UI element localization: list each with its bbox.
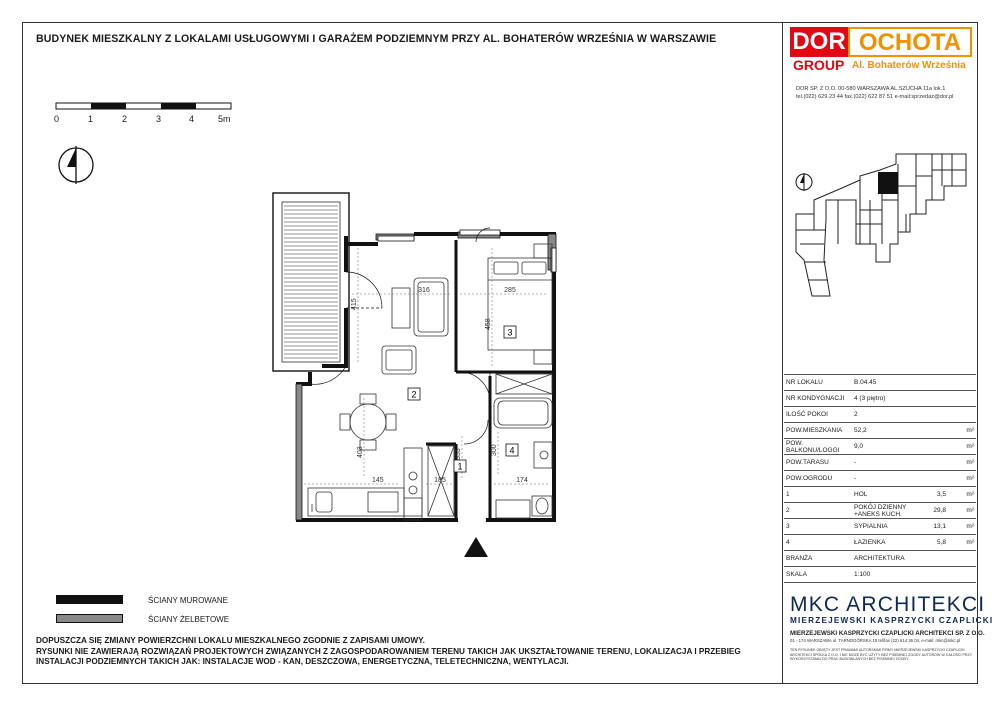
info-row-branch: BRANŻA ARCHITEKTURA — [784, 551, 976, 567]
room-row: 1 HOL 3,5 m² — [784, 487, 976, 503]
room-row: 2 POKÓJ DZIENNY +ANEKS KUCH. 29,8 m² — [786, 503, 974, 518]
room-3-length: 458 — [485, 318, 492, 330]
room-1-width: 185 — [434, 477, 446, 484]
room-row: 4 ŁAZIENKA 5,8 m² — [784, 535, 976, 551]
room-2-extra-width: 145 — [372, 477, 384, 484]
note-line: DOPUSZCZA SIĘ ZMIANY POWIERZCHNI LOKALU MIESZKALNEGO ZGODNIE Z ZAPISAMI UMOWY. — [36, 636, 425, 645]
svg-text:3: 3 — [507, 327, 513, 338]
scale-tick: 5m — [218, 114, 231, 124]
page-title: BUDYNEK MIESZKALNY Z LOKALAMI USŁUGOWYMI I GARAŻEM PODZIEMNYM PRZY AL. BOHATERÓW WRZEŚNIA W WARSZAWIE — [36, 33, 717, 45]
legend-masonry-label: ŚCIANY MUROWANE — [148, 596, 229, 605]
contact-phone: tel.(022) 629 23 44 fax.(022) 622 87 51 e-mail:sprzedaz@dor.pl — [796, 94, 954, 100]
ochota-logo: OCHOTA — [848, 27, 972, 57]
room-row: 3 SYPIALNIA 13,1 m² — [784, 519, 976, 535]
entrance-arrow-icon — [464, 537, 488, 557]
info-row-scale: SKALA 1:100 — [784, 567, 976, 583]
legend-concrete-swatch — [56, 614, 123, 623]
room-2-extra-length: 403 — [357, 446, 364, 458]
svg-text:1: 1 — [457, 461, 463, 472]
scale-tick: 0 — [54, 114, 60, 124]
room-3-width: 285 — [504, 287, 516, 294]
group-logo: GROUP — [793, 57, 845, 73]
architect-address: 01 - 174 WARSZAWA ul. TARNOGÓRSKA 15 tel/fax (22) 614 36 04, e-mail: mkc@mkc.pl — [790, 638, 961, 643]
architect-company: MIERZEJEWSKI KASPRZYCKI CZAPLICKI ARCHITEKCI SP. Z O.O. — [790, 630, 985, 637]
notes — [36, 636, 741, 668]
frame-divider — [782, 22, 783, 684]
room-1-length: 353 — [455, 448, 462, 460]
legend-concrete-label: ŚCIANY ŻELBETOWE — [148, 615, 230, 624]
architect-fine-print: TEN RYSUNEK OBJĘTY JEST PRAWAMI AUTORSKIMI FIRMY MIERZEJEWSKI KASPRZYCKI CZAPLICKI ARCHITEKCI SPÓŁKA Z O.O. I NIE MOŻE BYĆ UŻYTY BEZ PISEMNEJ ZGODY AUTORÓW W CAŁOŚCI PRZY WYKORZYSTANIU DO PRAC BUDOWLANYCH BEZ PISEMNEJ ZGODY. — [790, 648, 973, 662]
info-row-garden: POW.OGRODU - m² — [784, 471, 976, 487]
room-4-width: 174 — [516, 477, 528, 484]
doors — [310, 228, 490, 444]
north-arrow-icon — [56, 145, 96, 185]
architect-logo-subtitle: MIERZEJEWSKI KASPRZYCKI CZAPLICKI — [790, 616, 994, 625]
note-line: INSTALACJI PODZIEMNYCH TAKICH JAK: INSTALACJE WOD - KAN, DESZCZOWA, ENERGETYCZNA, TELETECHNICZNA, WENTYLACJI. — [36, 657, 569, 666]
room-number-3 — [504, 326, 516, 338]
logo-street: Al. Bohaterów Września — [852, 60, 966, 71]
scale-bar — [55, 100, 235, 114]
key-plan — [786, 140, 976, 300]
scale-tick: 2 — [122, 114, 128, 124]
unit-info-table — [784, 374, 976, 583]
info-row-floor: NR KONDYGNACJI 4 (3 piętro) — [784, 391, 976, 407]
info-row-balcony: POW. BALKONU/LOGGI 9,0 m² — [786, 439, 974, 454]
scale-tick: 1 — [88, 114, 94, 124]
room-4-length: 300 — [491, 444, 498, 456]
svg-text:4: 4 — [509, 445, 515, 456]
dor-logo: DOR — [790, 27, 848, 57]
legend-masonry-swatch — [56, 595, 123, 604]
key-plan-unit-highlight — [878, 172, 898, 194]
info-row-area: POW.MIESZKANIA 52,2 m² — [784, 423, 976, 439]
scale-tick: 3 — [156, 114, 162, 124]
note-line: RYSUNKI NIE ZAWIERAJĄ ROZWIĄZAŃ PROJEKTOWYCH ZWIĄZANYCH Z ZAGOSPODAROWANIEM TERENU TAKICH JAK UKSZTAŁTOWANIE TERENU, LOKALIZACJA I PRZEBIEG — [36, 646, 741, 656]
room-number-1 — [454, 460, 466, 472]
room-2-width: 316 — [418, 287, 430, 294]
contact-address: DOR SP. Z O.O. 00-580 WARSZAWA AL.SZUCHA 11a lok.1 — [796, 86, 946, 92]
floor-plan — [264, 188, 584, 560]
architect-logo: MKC ARCHITEKCI — [790, 593, 986, 616]
room-number-4 — [506, 444, 518, 456]
scale-tick: 4 — [189, 114, 195, 124]
info-row-terrace: POW.TARASU - m² — [784, 455, 976, 471]
balcony — [273, 193, 349, 371]
room-number-2 — [408, 388, 420, 400]
svg-text:2: 2 — [411, 389, 417, 400]
info-row-rooms: ILOŚĆ POKOI 2 — [784, 407, 976, 423]
info-row-unit: NR LOKALU B.04.45 — [784, 375, 976, 391]
room-2-length: 415 — [351, 298, 358, 310]
